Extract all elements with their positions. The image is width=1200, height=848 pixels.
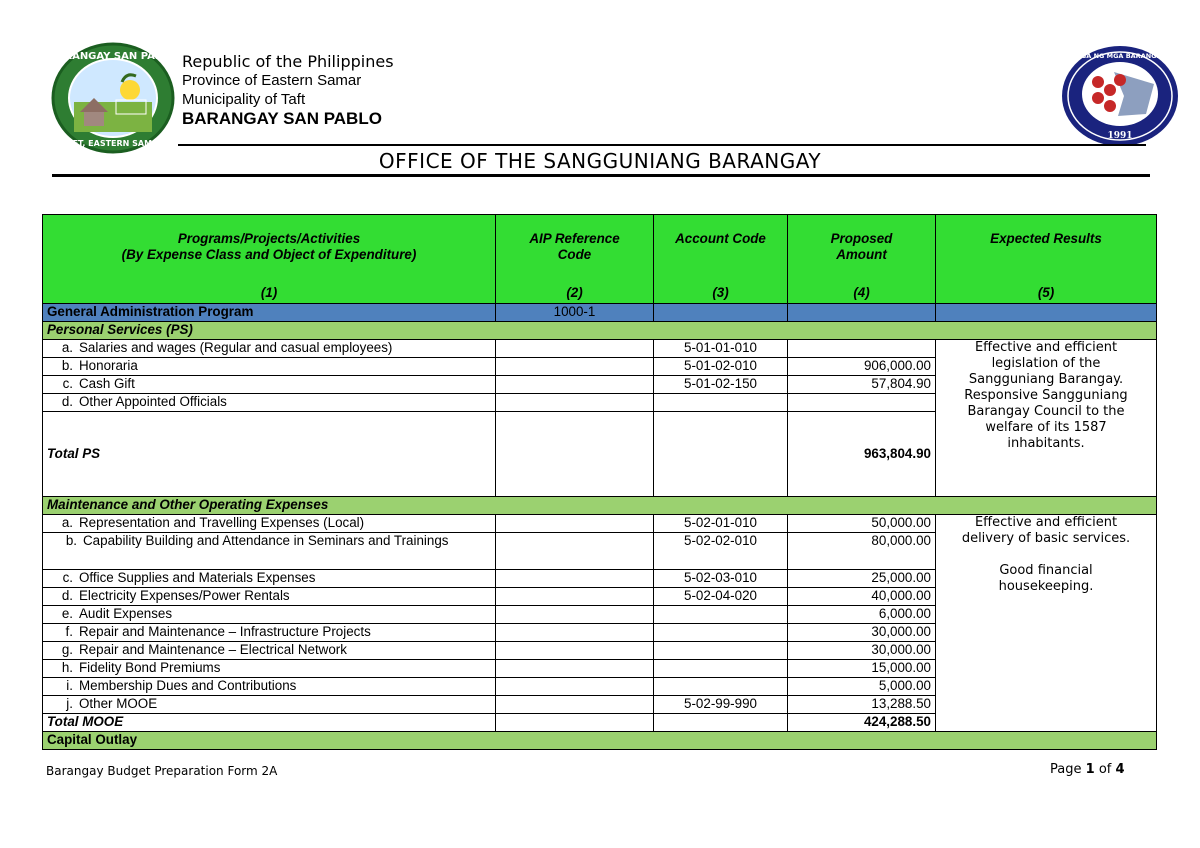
table-row: d. Electricity Expenses/Power Rentals 5-02-04-020 40,000.00 (43, 588, 1157, 606)
footer-page-number: Page 1 of 4 (1050, 762, 1125, 777)
table-row: c. Office Supplies and Materials Expenses 5-02-03-010 25,000.00 (43, 570, 1157, 588)
total-mooe-amount: 424,288.50 (788, 714, 936, 732)
letterhead (182, 52, 394, 128)
total-mooe-label: Total MOOE (43, 714, 496, 732)
col-header-aip: AIP Reference Code (2) (496, 215, 654, 304)
liga-seal-logo (1058, 44, 1182, 148)
budget-table (42, 214, 1157, 750)
program-name: General Administration Program (43, 304, 496, 322)
section-title-ps: Personal Services (PS) (43, 322, 1157, 340)
table-row: f. Repair and Maintenance – Infrastructure Projects 30,000.00 (43, 624, 1157, 642)
table-row: d. Other Appointed Officials (43, 394, 1157, 412)
table-row: c. Cash Gift 5-01-02-150 57,804.90 (43, 376, 1157, 394)
program-code: 1000-1 (496, 304, 654, 322)
section-row-capital (43, 732, 1157, 750)
municipality-line: Municipality of Taft (182, 91, 306, 108)
table-row: a. Salaries and wages (Regular and casual employees) 5-01-01-010 Effective and efficient legislation of the Sangguniang Barangay. Responsive Sangguniang Barangay Council to the welfare of its 1587 inhabitants. (43, 340, 1157, 358)
footer-form-name: Barangay Budget Preparation Form 2A (46, 764, 278, 778)
total-ps-amount: 963,804.90 (788, 412, 936, 497)
table-row: g. Repair and Maintenance – Electrical Network 30,000.00 (43, 642, 1157, 660)
table-header-row (43, 215, 1157, 304)
barangay-name: BARANGAY SAN PABLO (182, 109, 382, 128)
barangay-seal-logo (50, 42, 176, 154)
program-row (43, 304, 1157, 322)
ps-expected-results: Effective and efficient legislation of the Sangguniang Barangay. Responsive Sangguniang Barangay Council to the welfare of its 1587 inhabitants. (936, 340, 1157, 497)
col-header-amount: Proposed Amount (4) (788, 215, 936, 304)
table-row: a. Representation and Travelling Expenses (Local) 5-02-01-010 50,000.00 Effective and efficient delivery of basic services. Good financial housekeeping. (43, 515, 1157, 533)
section-row-ps (43, 322, 1157, 340)
mooe-expected-results: Effective and efficient delivery of basic services. Good financial housekeeping. (936, 515, 1157, 732)
total-ps-label: Total PS (43, 412, 496, 497)
table-row: i. Membership Dues and Contributions 5,000.00 (43, 678, 1157, 696)
section-title-capital: Capital Outlay (43, 732, 1157, 750)
table-row: h. Fidelity Bond Premiums 15,000.00 (43, 660, 1157, 678)
section-title-mooe: Maintenance and Other Operating Expenses (43, 497, 1157, 515)
svg-text:1991: 1991 (1107, 131, 1133, 141)
header-rule-bottom (52, 174, 1150, 177)
svg-text:LIGA NG MGA BARANGAY: LIGA NG MGA BARANGAY (1074, 52, 1166, 60)
col-header-ppa: Programs/Projects/Activities (By Expense Class and Object of Expenditure) (1) (43, 215, 496, 304)
col-header-account: Account Code (3) (654, 215, 788, 304)
table-row: b. Capability Building and Attendance in Seminars and Trainings 5-02-02-010 80,000.00 (43, 533, 1157, 570)
table-row: b. Honoraria 5-01-02-010 906,000.00 (43, 358, 1157, 376)
col-header-results: Expected Results (5) (936, 215, 1157, 304)
svg-text:TAFT, EASTERN SAMAR: TAFT, EASTERN SAMAR (61, 139, 165, 148)
svg-text:BARANGAY SAN PABLO: BARANGAY SAN PABLO (50, 51, 176, 62)
table-row: j. Other MOOE 5-02-99-990 13,288.50 (43, 696, 1157, 714)
table-row: e. Audit Expenses 6,000.00 (43, 606, 1157, 624)
province-line: Province of Eastern Samar (182, 72, 362, 89)
republic-line: Republic of the Philippines (182, 52, 394, 71)
section-row-mooe (43, 497, 1157, 515)
header-rule-top (178, 144, 1146, 146)
office-title: OFFICE OF THE SANGGUNIANG BARANGAY (378, 149, 822, 173)
